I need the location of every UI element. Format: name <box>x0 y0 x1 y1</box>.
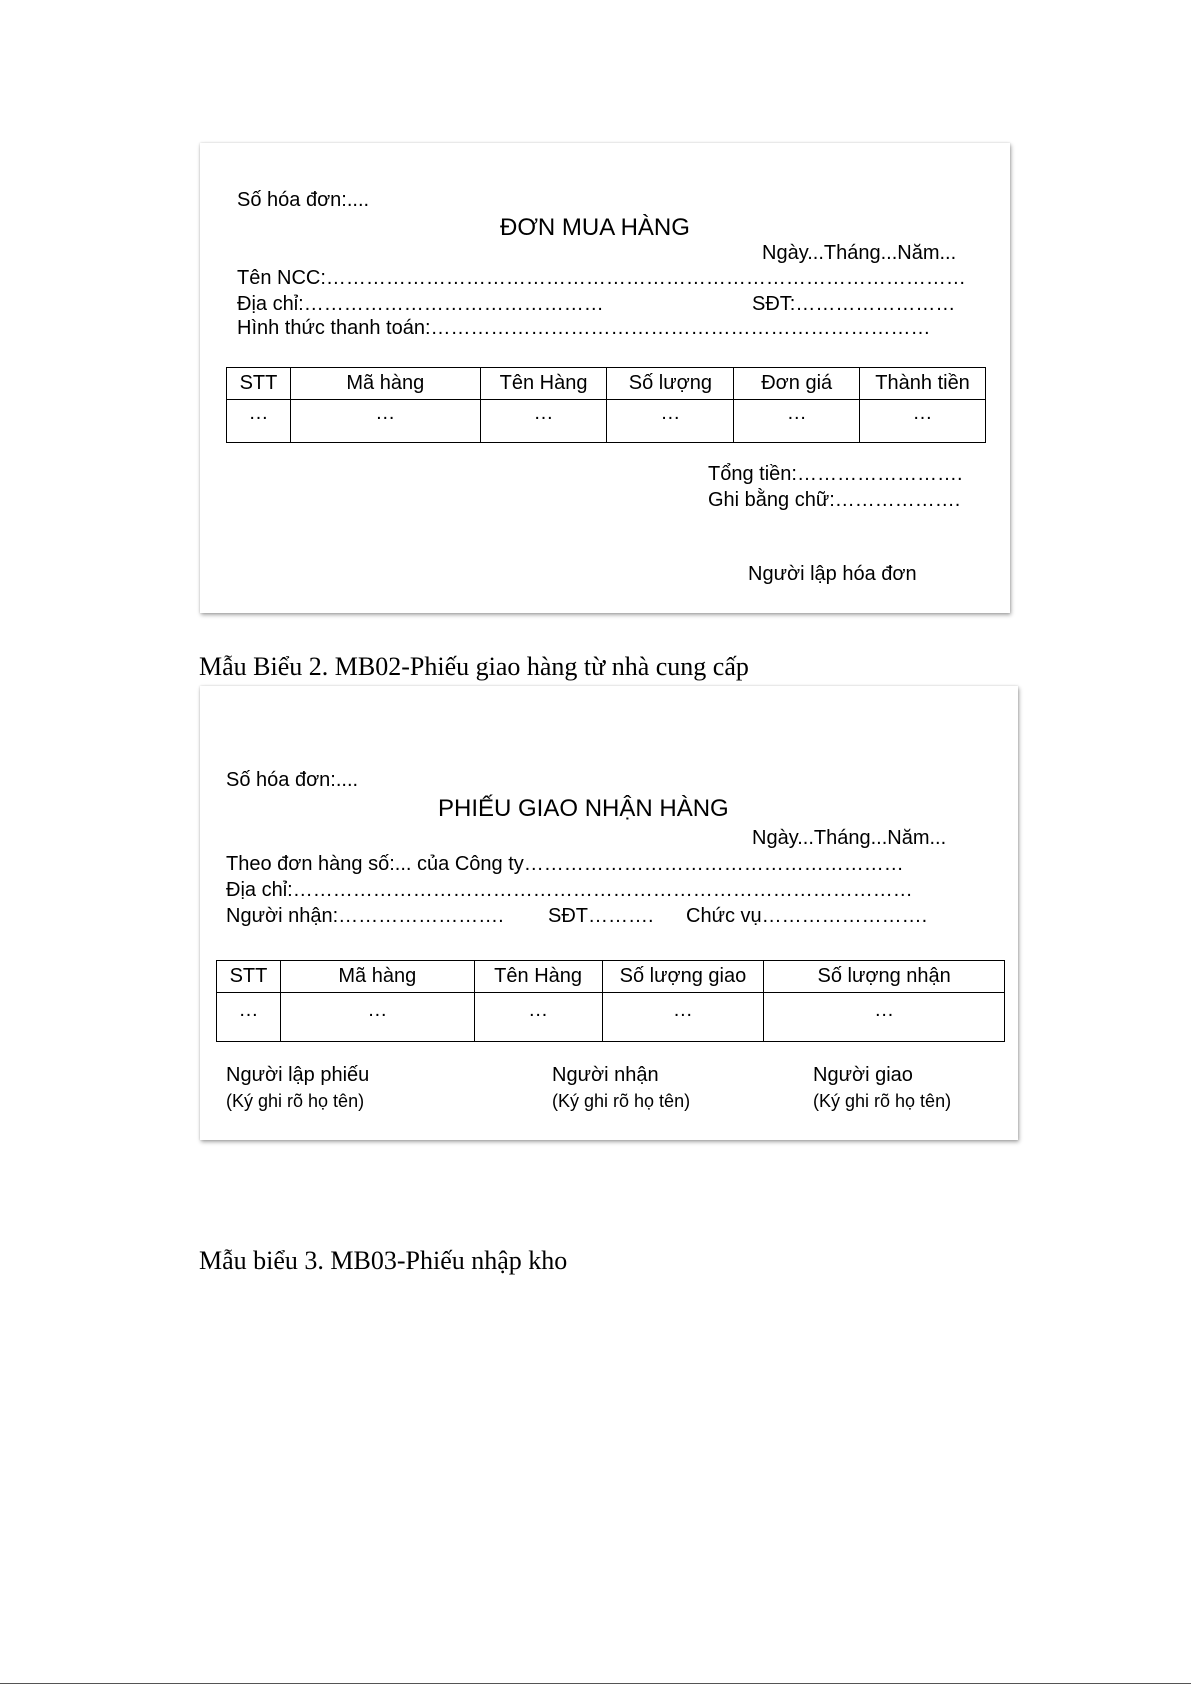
sign-note: (Ký ghi rõ họ tên) <box>552 1091 691 1111</box>
purchase-order-form <box>200 143 1010 613</box>
sign-deliverer-label: Người giao <box>813 1064 913 1086</box>
phone-line: SĐT:…………………… <box>752 293 956 315</box>
phone-line: SĐT………. <box>548 905 654 927</box>
header-cell: Mã hàng <box>290 368 480 400</box>
sign-receiver-label: Người nhận <box>552 1064 659 1086</box>
table-header-row <box>227 368 986 400</box>
caption-form-2: Mẫu Biểu 2. MB02-Phiếu giao hàng từ nhà cung cấp <box>199 652 749 681</box>
in-words-line: Ghi bằng chữ:………………. <box>708 489 961 511</box>
receiver-line: Người nhận:……………………. <box>226 905 504 927</box>
table-cell: … <box>217 993 281 1042</box>
table-cell: … <box>290 400 480 443</box>
page-bottom-divider <box>0 1683 1191 1684</box>
signer-label: Người lập hóa đơn <box>748 563 917 585</box>
table-cell: … <box>764 993 1005 1042</box>
header-cell: Tên Hàng <box>480 368 607 400</box>
payment-line: Hình thức thanh toán:………………………………………………………………… <box>237 317 931 339</box>
total-line: Tổng tiền:……………………. <box>708 463 963 485</box>
table-cell: … <box>474 993 602 1042</box>
header-cell: Đơn giá <box>734 368 860 400</box>
table-header-row <box>217 961 1005 993</box>
invoice-number: Số hóa đơn:.... <box>226 769 359 791</box>
address-line: Địa chỉ:………………………………………………………………………………… <box>226 879 913 901</box>
header-cell: Số lượng <box>607 368 734 400</box>
table-cell: … <box>480 400 607 443</box>
caption-form-3: Mẫu biểu 3. MB03-Phiếu nhập kho <box>199 1246 568 1275</box>
header-cell: Số lượng giao <box>602 961 764 993</box>
table-cell: … <box>860 400 986 443</box>
order-table <box>226 367 986 443</box>
delivery-table <box>216 960 1005 1042</box>
invoice-number: Số hóa đơn:.... <box>237 189 370 211</box>
header-cell: Số lượng nhận <box>764 961 1005 993</box>
sign-creator-label: Người lập phiếu <box>226 1064 370 1086</box>
sign-note: (Ký ghi rõ họ tên) <box>226 1091 365 1111</box>
table-cell: … <box>602 993 764 1042</box>
date-line: Ngày...Tháng...Năm... <box>752 827 947 849</box>
header-cell: Thành tiền <box>860 368 986 400</box>
header-cell: STT <box>217 961 281 993</box>
table-cell: … <box>734 400 860 443</box>
delivery-receipt-form <box>200 686 1018 1140</box>
header-cell: STT <box>227 368 291 400</box>
order-line: Theo đơn hàng số:... của Công ty………………………………………………… <box>226 853 904 875</box>
header-cell: Mã hàng <box>280 961 474 993</box>
sign-note: (Ký ghi rõ họ tên) <box>813 1091 952 1111</box>
table-row <box>217 993 1005 1042</box>
table-cell: … <box>280 993 474 1042</box>
table-row <box>227 400 986 443</box>
form-title: PHIẾU GIAO NHẬN HÀNG <box>438 795 729 822</box>
table-cell: … <box>607 400 734 443</box>
supplier-line: Tên NCC:…………………………………………………………………………………… <box>237 267 966 289</box>
form-title: ĐƠN MUA HÀNG <box>500 214 690 241</box>
address-line: Địa chỉ:……………………………………… <box>237 293 604 315</box>
position-line: Chức vụ……………………. <box>686 905 928 927</box>
date-line: Ngày...Tháng...Năm... <box>762 242 957 264</box>
header-cell: Tên Hàng <box>474 961 602 993</box>
table-cell: … <box>227 400 291 443</box>
